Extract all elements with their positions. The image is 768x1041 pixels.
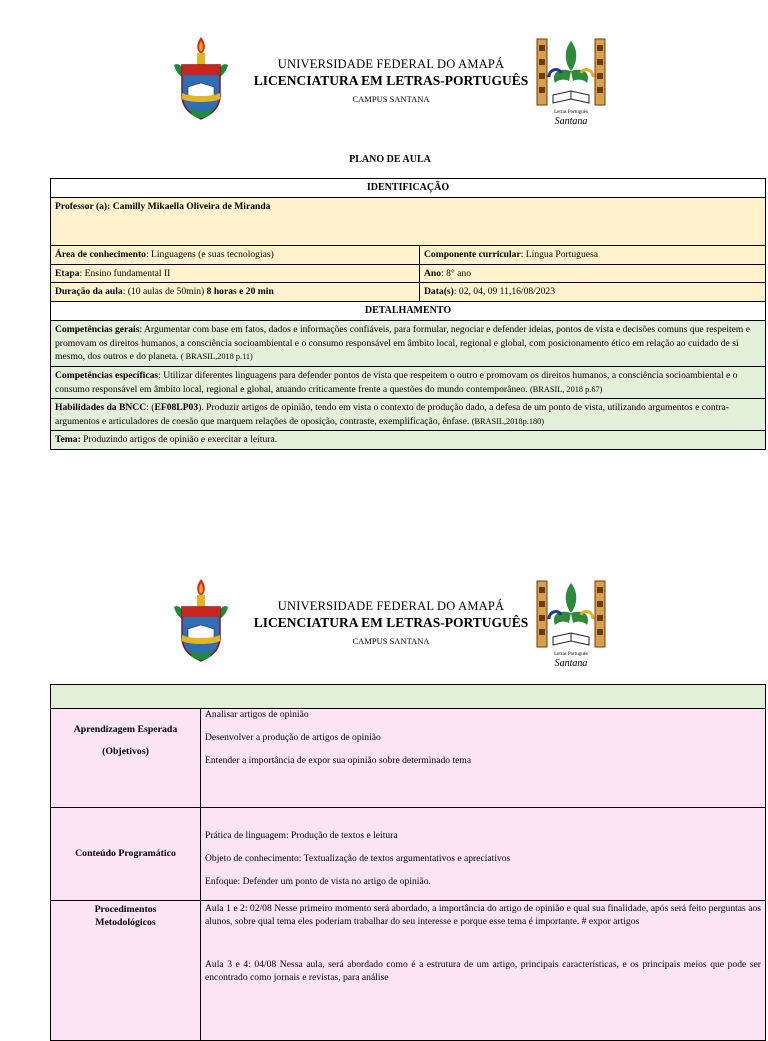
detalhamento-heading: DETALHAMENTO <box>51 302 766 321</box>
procedimento-item: Aula 1 e 2: 02/08 Nesse primeiro momento será abordado, a importância do artigo de opinião e qual sua finalidade, após será feito perguntas aos alunos, sobre qual tema eles poderiam trabalhar do seu interesse e porque esse tema é importante. # expor artigos <box>205 903 761 927</box>
procedimentos-label-cell <box>51 901 201 1041</box>
conteudo-item: Enfoque: Defender um ponto de vista no artigo de opinião. <box>205 875 431 887</box>
university-name: UNIVERSIDADE FEDERAL DO AMAPÁ <box>277 57 505 71</box>
objetivos-cell <box>201 709 766 808</box>
datas-cell: Data(s): 02, 04, 09 11,16/08/2023 <box>420 283 766 302</box>
letras-santana-logo-icon <box>535 37 607 127</box>
logo-text-bottom: Santana <box>554 116 588 127</box>
area-cell: Área de conhecimento: Linguagens (e suas tecnologias) <box>51 246 420 265</box>
logo-text-top: Letras Português <box>554 110 588 115</box>
tema-cell: Tema: Produzindo artigos de opinião e exercitar a leitura. <box>51 431 766 450</box>
procedimentos-cell <box>201 901 766 1041</box>
procedimentos-label: Procedimentos <box>94 904 157 915</box>
etapa-cell: Etapa: Ensino fundamental II <box>51 264 420 283</box>
duracao-cell: Duração da aula: (10 aulas de 50min) 8 horas e 20 min <box>51 283 420 302</box>
ano-cell: Ano: 8° ano <box>420 264 766 283</box>
procedimento-item: Aula 3 e 4: 04/08 Nessa aula, será abordado como é a estrutura de um artigo, principais características, e os principais meios que pode ser encontrado como jornais e revistas, para análise <box>205 958 761 983</box>
lesson-plan-table <box>50 684 766 1041</box>
course-name: LICENCIATURA EM LETRAS-PORTUGUÊS <box>253 615 529 630</box>
objetivo-item: Analisar artigos de opinião <box>205 709 309 720</box>
logo-text-bottom: Santana <box>554 658 588 669</box>
conteudo-item: Objeto de conhecimento: Textualização de textos argumentativos e apreciativos <box>205 852 511 864</box>
campus-name: CAMPUS SANTANA <box>352 636 430 646</box>
letras-santana-logo-icon <box>535 579 607 669</box>
university-name: UNIVERSIDADE FEDERAL DO AMAPÁ <box>277 599 505 613</box>
document-title: PLANO DE AULA <box>349 154 431 165</box>
aprendizagem-label: Aprendizagem Esperada <box>73 724 178 735</box>
competencias-especificas-cell: Competências específicas: Utilizar diferentes linguagens para defender pontos de vista que respeitem o outro e promovam os direitos humanos, a consciência socioambiental e o consumo responsável em âmbito local, regional e global, atuando criticamente frente a questões do mundo contemporâneo. (BRASIL, 2018 p.67) <box>51 367 766 399</box>
objetivo-item: Entender a importância de expor sua opinião sobre determinado tema <box>205 754 472 766</box>
page-header-1 <box>0 35 768 135</box>
aprendizagem-sub: (Objetivos) <box>102 746 149 758</box>
conteudo-item: Prática de linguagem: Produção de textos e leitura <box>205 830 398 841</box>
competencias-gerais-cell: Competências gerais: Argumentar com base em fatos, dados e informações confiáveis, para formular, negociar e defender ideias, pontos de vista e decisões comuns que respeitem e promovam os direitos humanos, a consciência socioambiental e o consumo responsável em âmbito local, regional e global, com posicionamento ético em relação ao cuidado de si mesmo, dos outros e do planeta. ( BRASIL,2018 p.11) <box>51 321 766 367</box>
page-header-2 <box>0 577 768 677</box>
identificacao-heading: IDENTIFICAÇÃO <box>51 179 766 198</box>
objetivo-item: Desenvolver a produção de artigos de opinião <box>205 731 381 743</box>
procedimentos-label: Metodológicos <box>95 917 156 929</box>
plan-header-row <box>51 685 766 709</box>
conteudo-label: Conteúdo Programático <box>75 848 176 860</box>
aprendizagem-label-cell <box>51 709 201 808</box>
componente-cell: Componente curricular: Língua Portuguesa <box>420 246 766 265</box>
campus-name: CAMPUS SANTANA <box>352 94 430 104</box>
university-crest-icon <box>170 577 232 665</box>
conteudo-cell <box>201 808 766 901</box>
university-crest-icon <box>170 35 232 123</box>
logo-text-top: Letras Português <box>554 652 588 657</box>
course-name: LICENCIATURA EM LETRAS-PORTUGUÊS <box>253 73 529 88</box>
identification-table <box>50 178 766 450</box>
professor-cell: Professor (a): Camilly Mikaella Oliveira de Miranda <box>51 198 766 246</box>
conteudo-label-cell <box>51 808 201 901</box>
habilidades-cell: Habilidades da BNCC: (EF08LP03). Produzir artigos de opinião, tendo em vista o contexto de produção dado, a defesa de um ponto de vista, utilizando argumentos e contra-argumentos e articuladores de coesão que marquem relações de oposição, contraste, exemplificação, ênfase. (BRASIL,2018p.180) <box>51 399 766 431</box>
